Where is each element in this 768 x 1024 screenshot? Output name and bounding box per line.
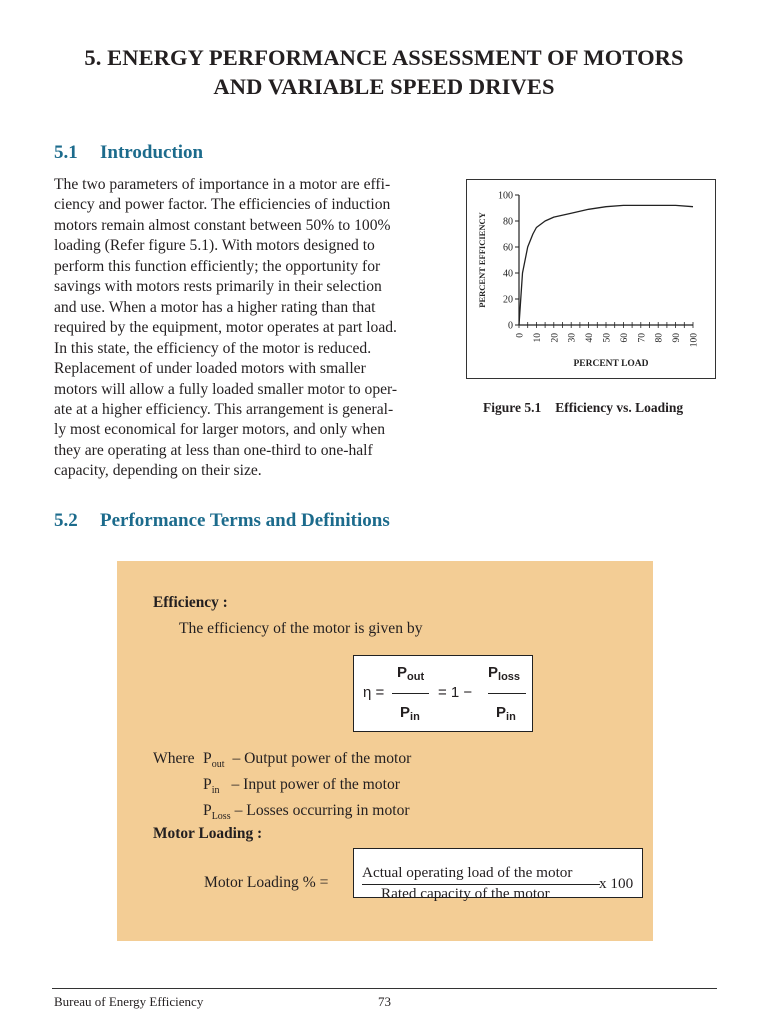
loading-multiplier: x 100: [599, 875, 634, 892]
x-tick-label: 50: [602, 333, 613, 343]
intro-line: ate at a higher efficiency. This arrangement is general-: [54, 400, 394, 418]
figure-label: Figure 5.1: [483, 400, 542, 415]
figure-caption: [483, 400, 683, 416]
y-tick-label: 100: [498, 190, 513, 202]
efficiency-heading: Efficiency :: [153, 594, 228, 611]
section-number: 5.1: [54, 142, 78, 163]
x-tick-label: 10: [532, 333, 543, 343]
intro-line: loading (Refer figure 5.1). With motors designed to: [54, 237, 375, 255]
eta-symbol: η =: [363, 684, 385, 701]
motor-loading-equation: [353, 848, 643, 902]
section-heading-performance: [54, 510, 390, 532]
loading-denominator: Rated capacity of the motor: [381, 885, 550, 902]
figure-caption-text: Efficiency vs. Loading: [555, 400, 684, 415]
footer-rule: [52, 988, 717, 989]
x-tick-label: 60: [619, 333, 630, 343]
y-tick-label: 60: [503, 242, 513, 254]
p-loss-term: $P_{loss}$: [488, 664, 521, 683]
chart-canvas: [467, 180, 715, 378]
intro-line: motors remain almost constant between 50% to 100%: [54, 216, 391, 234]
definition-row: Where $P_{out}$ – Output power of the motor: [153, 750, 412, 771]
section-number: 5.2: [54, 510, 78, 531]
y-tick-label: 0: [508, 320, 513, 332]
where-label: Where: [153, 750, 195, 767]
intro-line: and use. When a motor has a higher rating than that: [54, 298, 376, 316]
efficiency-text: The efficiency of the motor is given by: [179, 620, 423, 637]
intro-line: savings with motors rests primarily in their selection: [54, 278, 382, 296]
title-line-2: AND VARIABLE SPEED DRIVES: [213, 74, 555, 99]
x-tick-label: 100: [689, 333, 700, 348]
y-axis-label: PERCENT EFFICIENCY: [477, 212, 487, 308]
definition-row: $P_{Loss}$ – Losses occurring in motor: [203, 802, 410, 823]
definitions-list: [153, 749, 411, 827]
x-tick-label: 20: [550, 333, 561, 343]
title-line-1: 5. ENERGY PERFORMANCE ASSESSMENT OF MOTORS: [84, 45, 684, 70]
p-in-term: $P_{in}$: [496, 704, 516, 723]
loading-numerator: Actual operating load of the motor: [362, 864, 573, 881]
page-title: [40, 43, 728, 101]
efficiency-curve: [519, 205, 693, 325]
intro-line: perform this function efficiently; the opportunity for: [54, 257, 381, 275]
intro-paragraph: [54, 175, 447, 482]
x-axis-label: PERCENT LOAD: [573, 359, 649, 369]
intro-line: required by the equipment, motor operates at part load.: [54, 319, 397, 337]
intro-line: they are operating at less than one-third to one-half: [54, 441, 373, 459]
intro-line: Replacement of under loaded motors with smaller: [54, 360, 366, 378]
section-title: Performance Terms and Definitions: [100, 510, 390, 531]
y-tick-label: 20: [503, 294, 513, 306]
p-in-term: $P_{in}$: [400, 704, 420, 723]
y-tick-label: 80: [503, 216, 513, 228]
x-tick-label: 90: [672, 333, 683, 343]
efficiency-chart: [466, 179, 716, 379]
p-out-term: $P_{out}$: [397, 664, 425, 683]
intro-line: motors will allow a fully loaded smaller motor to oper-: [54, 380, 398, 398]
intro-line: capacity, depending on their size.: [54, 462, 262, 480]
footer-publisher: Bureau of Energy Efficiency: [54, 994, 204, 1009]
intro-line: ciency and power factor. The efficiencies of induction: [54, 196, 391, 214]
x-tick-label: 30: [567, 333, 578, 343]
y-tick-label: 40: [503, 268, 513, 280]
x-tick-label: 80: [654, 333, 665, 343]
x-tick-label: 40: [585, 333, 596, 343]
fraction-line: [392, 693, 429, 694]
section-title: Introduction: [100, 142, 204, 163]
efficiency-equation: [353, 655, 533, 732]
fraction-line: [488, 693, 526, 694]
motor-loading-heading: Motor Loading :: [153, 825, 263, 842]
section-heading-introduction: [54, 142, 203, 164]
intro-line: In this state, the efficiency of the motor is reduced.: [54, 339, 372, 357]
page-number: 73: [378, 994, 391, 1009]
intro-line: ly most economical for larger motors, and only when: [54, 421, 386, 439]
x-tick-label: 70: [637, 333, 648, 343]
x-tick-label: 0: [515, 333, 526, 338]
definition-row: $P_{in}$ – Input power of the motor: [203, 776, 400, 797]
intro-line: The two parameters of importance in a motor are effi-: [54, 176, 391, 193]
equals-one: = 1 −: [438, 684, 473, 701]
motor-loading-label: Motor Loading % =: [204, 874, 329, 891]
